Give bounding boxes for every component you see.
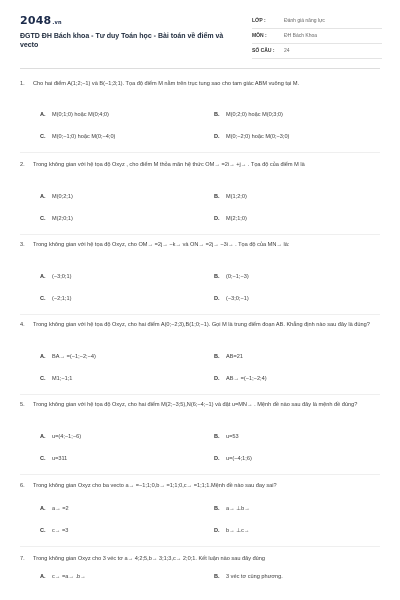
- question-number: 2.: [20, 162, 25, 168]
- meta-row-subject: [252, 29, 382, 44]
- option-letter: A.: [40, 194, 46, 200]
- option-text: u=(4;−1;−6): [52, 434, 82, 440]
- logo-suffix: .vn: [52, 20, 62, 26]
- option-text: AB→ =(−1;−2;4): [226, 376, 267, 382]
- option-a[interactable]: [40, 112, 109, 118]
- option-text: (−2;1;1): [52, 296, 72, 302]
- question-divider: [20, 152, 380, 153]
- option-c[interactable]: [40, 456, 67, 462]
- meta-row-count: [252, 44, 382, 59]
- option-b[interactable]: [214, 194, 247, 200]
- question-3: [20, 241, 380, 250]
- meta-label: SỐ CÂU :: [252, 48, 275, 54]
- option-letter: C.: [40, 528, 46, 534]
- option-text: M(1;2;0): [226, 194, 247, 200]
- option-letter: B.: [214, 506, 220, 512]
- question-number: 7.: [20, 556, 25, 562]
- option-letter: D.: [214, 216, 220, 222]
- question-7: [20, 555, 380, 564]
- option-letter: C.: [40, 456, 46, 462]
- question-text: Trong không gian với hệ tọa độ Oxyz, cho OM→ =2j→ −k→ và ON→ =2j→ −3i→ . Tọa độ của MN→ là:: [33, 242, 290, 248]
- option-a[interactable]: [40, 354, 96, 360]
- question-divider: [20, 314, 380, 315]
- meta-label: LỚP :: [252, 18, 266, 24]
- option-text: M(2;1;0): [226, 216, 247, 222]
- option-letter: A.: [40, 434, 46, 440]
- option-d[interactable]: [214, 134, 289, 140]
- option-letter: C.: [40, 296, 46, 302]
- option-d[interactable]: [214, 528, 250, 534]
- question-number: 6.: [20, 483, 25, 489]
- option-b[interactable]: [214, 112, 283, 118]
- logo-text: 2048: [20, 14, 52, 27]
- question-text: Trong không gian với hệ tọa độ Oxyz , cho điểm M thỏa mãn hệ thức OM→ =2i→ +j→ . Tọa độ của điểm M là: [33, 162, 305, 168]
- option-text: a→ ⊥b→: [226, 506, 250, 512]
- meta-table: [252, 14, 382, 59]
- option-b[interactable]: [214, 354, 243, 360]
- question-number: 5.: [20, 402, 25, 408]
- option-letter: A.: [40, 354, 46, 360]
- option-text: M(0;−2;0) hoặc M(0;−3;0): [226, 134, 290, 140]
- meta-row-class: [252, 14, 382, 29]
- option-text: M(0;2;1): [52, 194, 73, 200]
- option-text: u=(−4;1;6): [226, 456, 252, 462]
- option-letter: A.: [40, 112, 46, 118]
- option-text: b→ ⊥c→: [226, 528, 250, 534]
- site-logo[interactable]: [20, 14, 62, 27]
- option-text: AB=21: [226, 354, 243, 360]
- question-5: [20, 401, 380, 410]
- option-text: M(0;1;0) hoặc M(0;4;0): [52, 112, 109, 118]
- option-text: (−3;0;−1): [226, 296, 249, 302]
- option-text: c→ =a→ .b→: [52, 574, 86, 580]
- option-letter: D.: [214, 528, 220, 534]
- question-6: [20, 482, 380, 491]
- option-c[interactable]: [40, 296, 71, 302]
- option-a[interactable]: [40, 194, 73, 200]
- option-letter: D.: [214, 296, 220, 302]
- question-text: Trong không gian Oxyz cho 3 véc tơ a→ 4;2;5,b→ 3;1;3,c→ 2;0;1. Kết luận nào sau đây đúng: [33, 556, 266, 562]
- option-c[interactable]: [40, 528, 68, 534]
- option-a[interactable]: [40, 434, 81, 440]
- header-divider: [20, 68, 380, 69]
- option-text: (−3;0;1): [52, 274, 72, 280]
- option-text: M(0;−1;0) hoặc M(0;−4;0): [52, 134, 116, 140]
- question-2: [20, 161, 380, 170]
- option-text: M1;−1;1: [52, 376, 73, 382]
- option-a[interactable]: [40, 274, 71, 280]
- option-letter: C.: [40, 376, 46, 382]
- option-letter: C.: [40, 216, 46, 222]
- option-letter: A.: [40, 506, 46, 512]
- option-text: 3 véc tơ cùng phương.: [226, 574, 283, 580]
- option-b[interactable]: [214, 434, 239, 440]
- option-letter: A.: [40, 274, 46, 280]
- meta-value: ĐH Bách Khoa: [284, 33, 318, 39]
- question-text: Trong không gian Oxyz cho ba vecto a→ =−1;1;0,b→ =1;1;0,c→ =1;1;1.Mệnh đề nào sau đay sai?: [33, 483, 277, 489]
- option-a[interactable]: [40, 574, 86, 580]
- question-4: [20, 321, 380, 330]
- question-divider: [20, 546, 380, 547]
- meta-label: MÔN :: [252, 33, 267, 39]
- option-letter: B.: [214, 194, 220, 200]
- question-1: [20, 80, 380, 89]
- option-text: M(2;0;1): [52, 216, 73, 222]
- question-text: Cho hai điểm A(1;2;−1) và B(−1;3;1). Tọa độ điểm M nằm trên trục tung sao cho tam giác ABM vuông tại M.: [33, 81, 300, 87]
- option-text: (0;−1;−3): [226, 274, 249, 280]
- option-d[interactable]: [214, 296, 249, 302]
- meta-value: Đánh giá năng lực: [284, 18, 325, 24]
- question-number: 1.: [20, 81, 25, 87]
- option-b[interactable]: [214, 274, 249, 280]
- meta-value: 24: [284, 48, 290, 54]
- option-text: M(0;2;0) hoặc M(0;3;0): [226, 112, 283, 118]
- option-c[interactable]: [40, 134, 115, 140]
- option-letter: B.: [214, 112, 220, 118]
- document-title: ĐGTD ĐH Bách khoa - Tư duy Toán học - Bài toán về điểm và vecto: [20, 33, 224, 49]
- option-text: u=53: [226, 434, 239, 440]
- option-d[interactable]: [214, 216, 247, 222]
- option-b[interactable]: [214, 574, 283, 580]
- option-a[interactable]: [40, 506, 69, 512]
- question-text: Trong không gian với hệ tọa độ Oxyz, cho hai điểm A(0;−2;3),B(1;0;−1). Gọi M là trung điểm đoạn AB. Khẳng định nào sau đây là đúng?: [33, 322, 370, 328]
- question-divider: [20, 394, 380, 395]
- option-c[interactable]: [40, 376, 72, 382]
- question-divider: [20, 234, 380, 235]
- option-text: c→ =3: [52, 528, 69, 534]
- option-text: u=311: [52, 456, 68, 462]
- option-letter: B.: [214, 574, 220, 580]
- option-letter: B.: [214, 434, 220, 440]
- question-number: 4.: [20, 322, 25, 328]
- option-letter: A.: [40, 574, 46, 580]
- option-letter: B.: [214, 354, 220, 360]
- option-b[interactable]: [214, 506, 250, 512]
- question-text: Trong không gian với hệ tọa độ Oxyz, cho hai điểm M(2;−3;5),N(6;−4;−1) và đặt u=MN→ . Mệnh đề nào sau đây là mệnh đề đúng?: [33, 402, 358, 408]
- option-c[interactable]: [40, 216, 73, 222]
- option-letter: B.: [214, 274, 220, 280]
- option-letter: D.: [214, 376, 220, 382]
- option-d[interactable]: [214, 376, 267, 382]
- option-letter: C.: [40, 134, 46, 140]
- question-divider: [20, 474, 380, 475]
- question-number: 3.: [20, 242, 25, 248]
- option-letter: D.: [214, 456, 220, 462]
- option-text: a→ =2: [52, 506, 69, 512]
- document-header: [0, 0, 400, 68]
- option-text: BA→ =(−1;−2;−4): [52, 354, 96, 360]
- option-d[interactable]: [214, 456, 252, 462]
- option-letter: D.: [214, 134, 220, 140]
